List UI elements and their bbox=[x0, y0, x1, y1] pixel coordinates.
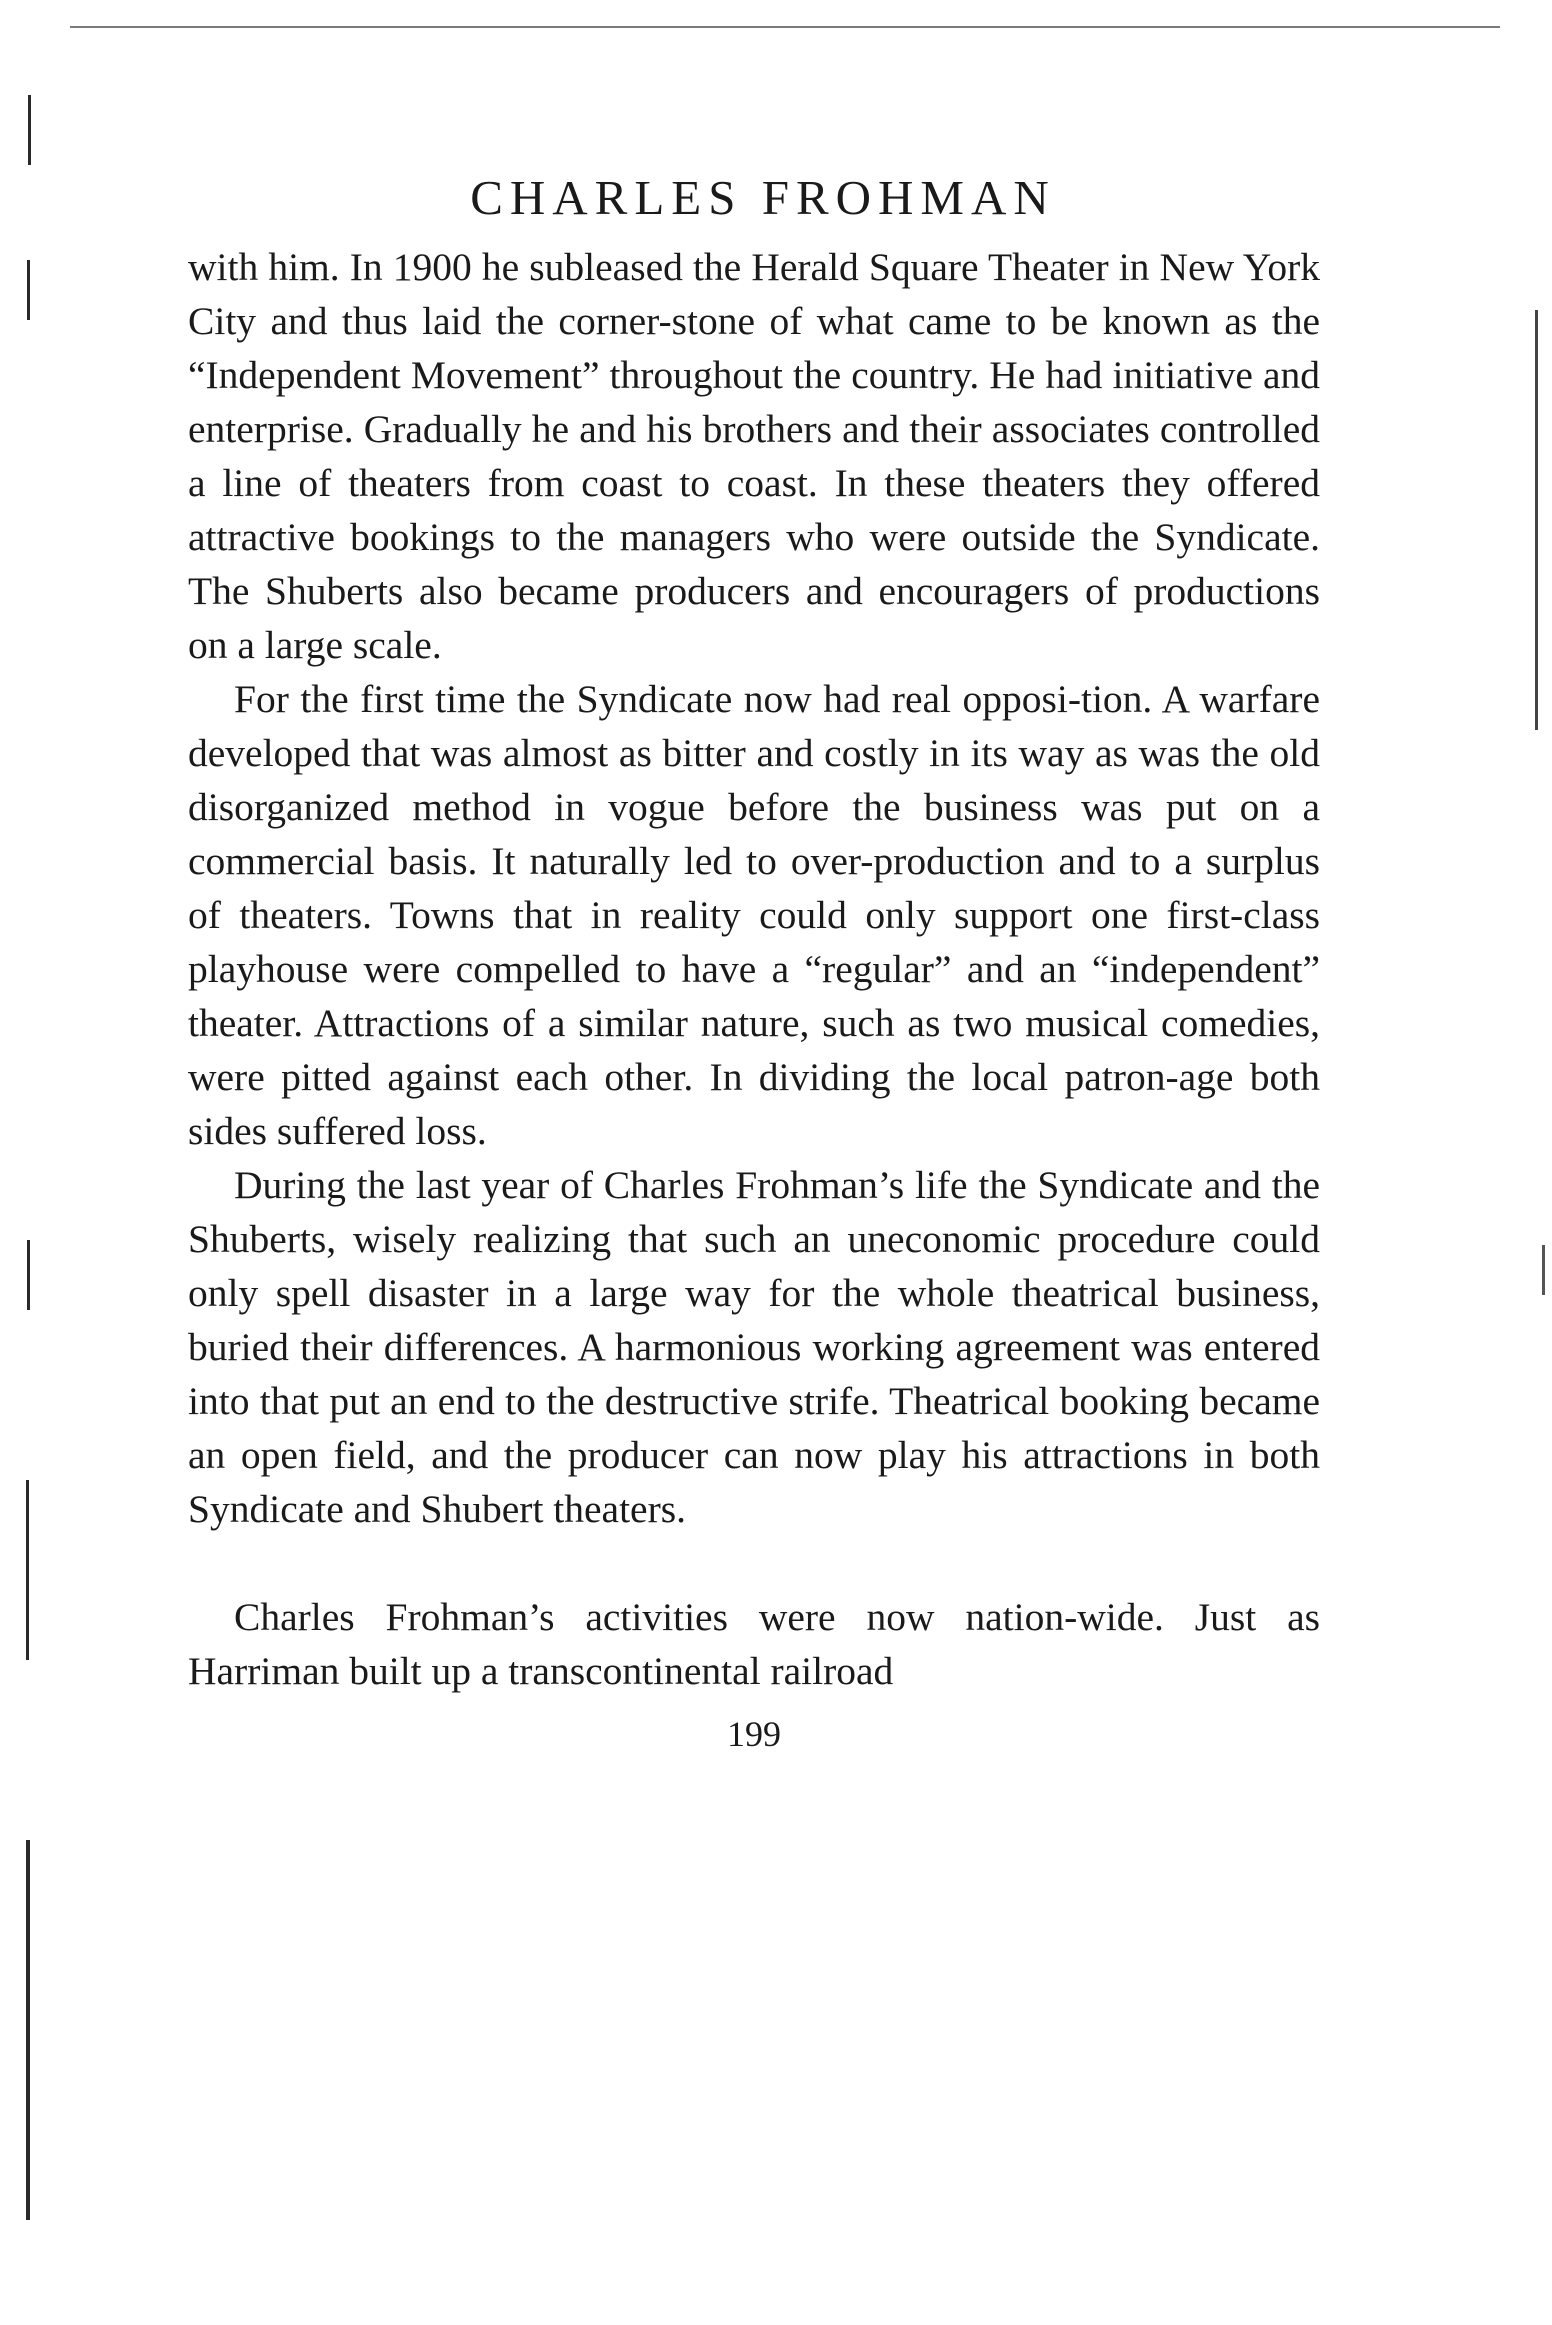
scan-mark-right-2 bbox=[1542, 1245, 1545, 1295]
page-number: 199 bbox=[727, 1714, 781, 1754]
scan-mark-left-5 bbox=[26, 1840, 30, 2220]
scan-mark-left-4 bbox=[26, 1480, 29, 1660]
running-title: CHARLES FROHMAN bbox=[470, 170, 1056, 225]
scan-mark-left-2 bbox=[27, 260, 30, 320]
paragraph-2: For the first time the Syndicate now had real opposi-tion. A warfare developed that was almost as bitter and costly in its way as was the old disorganized method in vogue before the business was put on a commercial basis. It naturally led to over-production and to a surplus of theaters. Towns that in reality could only support one first-class playhouse were compelled to have a “regular” and an “independent” theater. Attractions of a similar nature, such as two musical comedies, were pitted against each other. In dividing the local patron-age both sides suffered loss. bbox=[188, 677, 1320, 1153]
book-page bbox=[188, 168, 1320, 1754]
paragraph-3: During the last year of Charles Frohman’s life the Syndicate and the Shuberts, wisely realizing that such an uneconomic procedure could only spell disaster in a large way for the whole theatrical business, buried their differences. A harmonious working agreement was entered into that put an end to the destructive strife. Theatrical booking became an open field, and the producer can now play his attractions in both Syndicate and Shubert theaters. bbox=[188, 1163, 1320, 1531]
scan-mark-left-3 bbox=[27, 1240, 30, 1310]
scan-mark-right-1 bbox=[1535, 310, 1538, 730]
paragraph-4: Charles Frohman’s activities were now nation-wide. Just as Harriman built up a transcontinental railroad bbox=[188, 1595, 1320, 1693]
body-text bbox=[188, 240, 1320, 1698]
top-rule bbox=[70, 26, 1500, 28]
section-break bbox=[188, 1536, 1320, 1590]
paragraph-1: with him. In 1900 he subleased the Herald Square Theater in New York City and thus laid the corner-stone of what came to be known as the “Independent Movement” throughout the country. He had initiative and enterprise. Gradually he and his brothers and their associates controlled a line of theaters from coast to coast. In these theaters they offered attractive bookings to the managers who were outside the Syndicate. The Shuberts also became producers and encouragers of productions on a large scale. bbox=[188, 245, 1320, 667]
scan-mark-left-1 bbox=[28, 95, 31, 165]
